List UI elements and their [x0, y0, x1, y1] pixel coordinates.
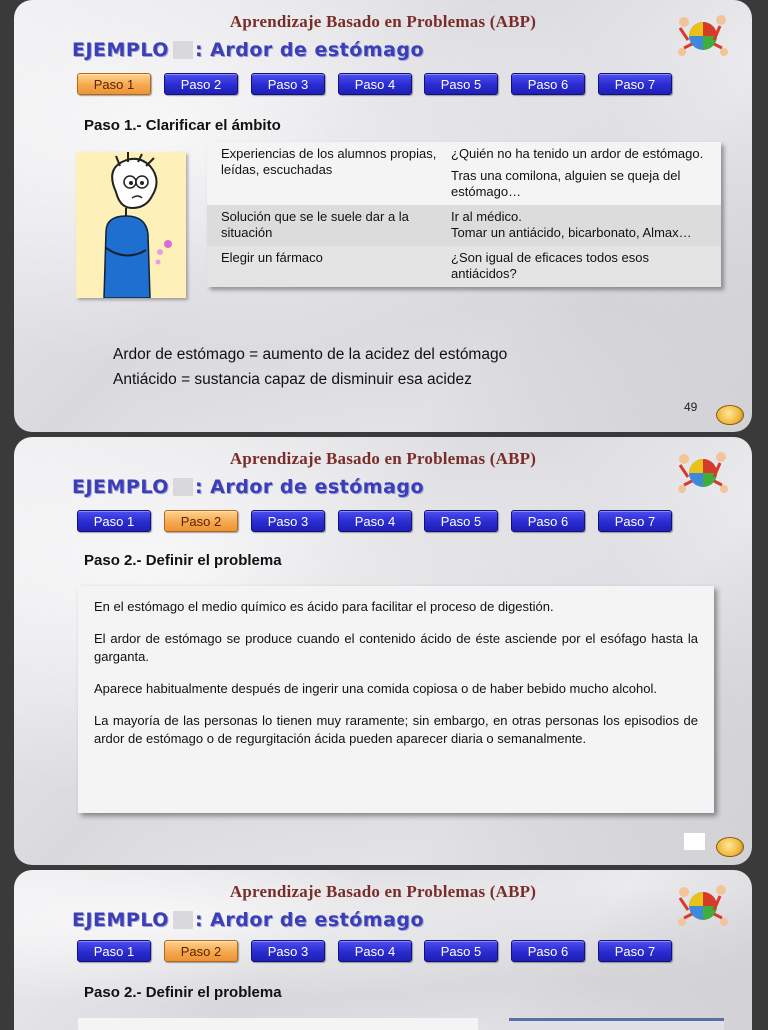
step-button-2[interactable]: Paso 2	[164, 73, 238, 95]
step-button-4[interactable]: Paso 4	[338, 73, 412, 95]
step-button-2[interactable]: Paso 2	[164, 510, 238, 532]
paragraph: Aparece habitualmente después de ingerir una comida copiosa o de haber bebido mucho alcohol.	[94, 681, 657, 696]
table-row	[207, 205, 721, 246]
step-button-3[interactable]: Paso 3	[251, 73, 325, 95]
info-table	[207, 142, 721, 287]
abp-title: Aprendizaje Basado en Problemas (ABP)	[229, 12, 537, 31]
step-button-6[interactable]: Paso 6	[511, 73, 585, 95]
step-heading: Paso 2.- Definir el problema	[84, 552, 282, 569]
table-row	[207, 142, 721, 205]
slide-1	[14, 0, 752, 432]
paragraph: La mayoría de las personas lo tienen muy raramente; sin embargo, en otras personas los episodios de ardor de estómago o de regurgitación ácida pueden aparecer diaria o semanalmente.	[94, 713, 698, 746]
step-button-1[interactable]: Paso 1	[77, 73, 151, 95]
abp-title: Aprendizaje Basado en Problemas (ABP)	[229, 449, 537, 468]
cartoon-person-icon	[76, 152, 186, 298]
page-number: 49	[684, 400, 698, 414]
content-box	[509, 1018, 724, 1030]
step-heading: Paso 1.- Clarificar el ámbito	[84, 117, 281, 134]
step-button-5[interactable]: Paso 5	[424, 940, 498, 962]
table-row	[207, 246, 721, 287]
table-cell: Experiencias de los alumnos propias, leídas, escuchadas	[221, 146, 437, 177]
abp-title: Aprendizaje Basado en Problemas (ABP)	[229, 882, 537, 901]
content-box	[78, 1018, 478, 1030]
step-button-3[interactable]: Paso 3	[251, 510, 325, 532]
ejemplo-title: EJEMPLO : Ardor de estómago	[72, 909, 425, 931]
slide-2	[14, 437, 752, 865]
step-button-1[interactable]: Paso 1	[77, 940, 151, 962]
slide-3	[14, 870, 752, 1030]
step-button-1[interactable]: Paso 1	[77, 510, 151, 532]
paragraph: En el estómago el medio químico es ácido para facilitar el proceso de digestión.	[94, 599, 554, 614]
home-icon[interactable]	[716, 837, 744, 857]
home-icon[interactable]	[716, 405, 744, 425]
ejemplo-title: EJEMPLO : Ardor de estómago	[72, 476, 425, 498]
step-button-5[interactable]: Paso 5	[424, 73, 498, 95]
table-cell: Ir al médico. Tomar un antiácido, bicarbonato, Almax…	[451, 209, 692, 240]
step-button-3[interactable]: Paso 3	[251, 940, 325, 962]
paragraph: El ardor de estómago se produce cuando el contenido ácido de éste asciende por el esófago hasta la garganta.	[94, 631, 698, 664]
table-cell: Solución que se le suele dar a la situación	[221, 209, 409, 240]
table-cell: Elegir un fármaco	[221, 250, 323, 265]
step-button-6[interactable]: Paso 6	[511, 510, 585, 532]
definition-line: Antiácido = sustancia capaz de disminuir esa acidez	[113, 371, 472, 388]
step-heading: Paso 2.- Definir el problema	[84, 984, 282, 1001]
problem-text-box	[78, 586, 714, 813]
table-cell: ¿Son igual de eficaces todos esos antiácidos?	[451, 250, 650, 281]
definition-line: Ardor de estómago = aumento de la acidez del estómago	[113, 346, 508, 363]
puzzle-people-logo-icon	[674, 10, 732, 62]
step-button-2[interactable]: Paso 2	[164, 940, 238, 962]
table-cell: ¿Quién no ha tenido un ardor de estómago. Tras una comilona, alguien se queja del estómago…	[451, 146, 704, 199]
ejemplo-title: EJEMPLO : Ardor de estómago	[72, 39, 425, 61]
step-button-4[interactable]: Paso 4	[338, 940, 412, 962]
step-button-4[interactable]: Paso 4	[338, 510, 412, 532]
step-button-6[interactable]: Paso 6	[511, 940, 585, 962]
step-button-7[interactable]: Paso 7	[598, 73, 672, 95]
puzzle-people-logo-icon	[674, 880, 732, 932]
step-button-7[interactable]: Paso 7	[598, 940, 672, 962]
puzzle-people-logo-icon	[674, 447, 732, 499]
page-number-box	[684, 833, 705, 850]
step-button-5[interactable]: Paso 5	[424, 510, 498, 532]
step-button-7[interactable]: Paso 7	[598, 510, 672, 532]
